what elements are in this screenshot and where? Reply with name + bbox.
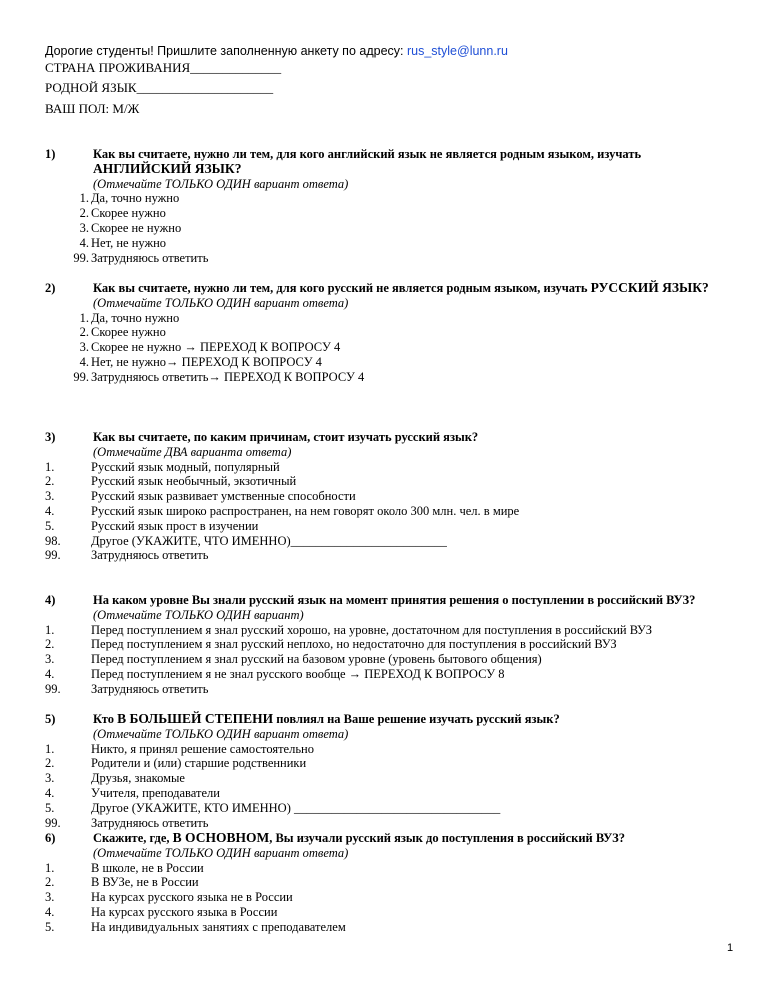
answer-option[interactable] <box>45 191 735 206</box>
option-label: Другое (УКАЖИТЕ, ЧТО ИМЕННО)_________________________ <box>91 533 447 548</box>
option-number: 4. <box>79 354 89 369</box>
option-label: Скорее нужно <box>91 206 166 221</box>
option-label: Скорее не нужно → ПЕРЕХОД К ВОПРОСУ 4 <box>91 340 341 355</box>
option-number: 4. <box>45 904 55 919</box>
question-text <box>93 147 735 177</box>
answer-option[interactable] <box>45 667 735 682</box>
page-number: 1 <box>727 942 734 954</box>
option-label: Нет, не нужно <box>91 235 167 250</box>
question-3 <box>45 430 735 563</box>
answer-option[interactable] <box>45 742 735 757</box>
option-label: Русский язык необычный, экзотичный <box>91 474 297 489</box>
option-number: 2. <box>79 206 89 221</box>
question-2 <box>45 281 735 385</box>
answer-option[interactable] <box>45 905 735 920</box>
option-number: 4. <box>45 666 55 681</box>
option-number: 99. <box>45 548 61 563</box>
question-text-part: Кто <box>93 712 118 726</box>
option-number: 1. <box>45 741 55 756</box>
option-label: На индивидуальных занятиях с преподавателем <box>91 919 346 934</box>
answer-option[interactable] <box>45 920 735 935</box>
option-number: 98. <box>45 533 61 548</box>
intro-text: Дорогие студенты! Пришлите заполненную анкету по адресу: <box>45 44 407 58</box>
option-number: 99. <box>73 369 89 384</box>
answer-option[interactable] <box>45 519 735 534</box>
question-text: Как вы считаете, по каким причинам, стоит изучать русский язык? <box>93 430 479 444</box>
option-label: Да, точно нужно <box>91 191 180 206</box>
option-label: Перед поступлением я знал русский неплохо, но недостаточно для поступления в российский ВУЗ <box>91 637 617 652</box>
option-label: Родители и (или) старшие родственники <box>91 756 307 771</box>
option-label: На курсах русского языка не в России <box>91 890 293 905</box>
option-number: 4. <box>79 235 89 250</box>
option-number: 1. <box>79 191 89 206</box>
answer-option[interactable] <box>45 861 735 876</box>
question-text-part: повлиял на Ваше решение изучать русский язык? <box>273 712 560 726</box>
question-instruction: (Отмечайте ТОЛЬКО ОДИН вариант ответа) <box>93 845 349 860</box>
option-number: 3. <box>45 652 55 667</box>
option-number: 99. <box>45 815 61 830</box>
answer-option[interactable] <box>45 801 735 816</box>
answer-option[interactable] <box>45 890 735 905</box>
option-list <box>45 311 735 385</box>
option-list <box>45 623 735 697</box>
question-4 <box>45 593 735 697</box>
question-instruction: (Отмечайте ТОЛЬКО ОДИН вариант) <box>93 607 304 622</box>
option-number: 2. <box>45 637 55 652</box>
option-label: В ВУЗе, не в России <box>91 875 199 890</box>
option-number: 3. <box>45 489 55 504</box>
option-list <box>45 861 735 935</box>
option-label: Перед поступлением я знал русский хорошо, на уровне, достаточном для поступления в российский ВУЗ <box>91 622 652 637</box>
option-label: Друзья, знакомые <box>91 771 185 786</box>
question-number: 5) <box>45 712 56 726</box>
option-label: На курсах русского языка в России <box>91 904 278 919</box>
option-label: Перед поступлением я не знал русского вообще → ПЕРЕХОД К ВОПРОСУ 8 <box>91 666 505 681</box>
answer-option[interactable] <box>45 325 735 340</box>
option-number: 3. <box>45 890 55 905</box>
question-text-part: Как вы считаете, нужно ли тем, для кого английский язык не является родным языком, изучать <box>93 147 642 161</box>
option-label: В школе, не в России <box>91 860 204 875</box>
answer-option[interactable] <box>45 489 735 504</box>
question-text-part: Скажите, где, <box>93 831 173 845</box>
answer-option[interactable] <box>45 623 735 638</box>
option-number: 2. <box>45 756 55 771</box>
question-text-emphasis: В ОСНОВНОМ <box>172 830 270 845</box>
question-text-emphasis: АНГЛИЙСКИЙ ЯЗЫК? <box>93 160 242 176</box>
option-list <box>45 191 735 265</box>
option-number: 99. <box>45 681 61 696</box>
option-number: 5. <box>45 518 55 533</box>
question-6 <box>45 831 735 935</box>
answer-option[interactable] <box>45 251 735 266</box>
question-1 <box>45 147 735 265</box>
question-text <box>93 712 735 727</box>
question-5 <box>45 712 735 830</box>
question-text <box>93 593 735 623</box>
option-label: Да, точно нужно <box>91 310 180 325</box>
option-label: Затрудняюсь ответить <box>91 681 209 696</box>
option-label: Затрудняюсь ответить <box>91 815 209 830</box>
question-text-emphasis: РУССКИЙ ЯЗЫК? <box>590 280 709 295</box>
option-label: Русский язык прост в изучении <box>91 518 259 533</box>
option-number: 1. <box>45 860 55 875</box>
answer-option[interactable] <box>45 206 735 221</box>
option-number: 3. <box>79 340 89 355</box>
answer-option[interactable] <box>45 756 735 771</box>
country-field: СТРАНА ПРОЖИВАНИЯ______________ <box>45 60 282 75</box>
question-text-part: , Вы изучали русский язык до поступления в российский ВУЗ? <box>269 831 626 845</box>
option-list <box>45 742 735 831</box>
question-instruction: (Отмечайте ДВА варианта ответа) <box>93 444 292 459</box>
contact-email[interactable]: rus_style@lunn.ru <box>406 44 508 58</box>
option-number: 2. <box>45 474 55 489</box>
answer-option[interactable] <box>45 771 735 786</box>
answer-option[interactable] <box>45 474 735 489</box>
answer-option[interactable] <box>45 355 735 370</box>
option-label: Затрудняюсь ответить <box>91 250 209 265</box>
answer-option[interactable] <box>45 221 735 236</box>
answer-option[interactable] <box>45 370 735 385</box>
question-text <box>93 831 735 846</box>
option-label: Затрудняюсь ответить→ ПЕРЕХОД К ВОПРОСУ 4 <box>91 369 365 384</box>
answer-option[interactable] <box>45 682 735 697</box>
answer-option[interactable] <box>45 460 735 475</box>
option-number: 3. <box>79 220 89 235</box>
answer-option[interactable] <box>45 637 735 652</box>
option-number: 1. <box>79 310 89 325</box>
question-number: 1) <box>45 147 56 161</box>
question-number: 4) <box>45 593 56 607</box>
option-list <box>45 460 735 564</box>
option-number: 4. <box>45 785 55 800</box>
option-number: 99. <box>73 250 89 265</box>
question-text-part: Как вы считаете, нужно ли тем, для кого русский не является родным языком, изучать <box>93 281 591 295</box>
answer-option[interactable] <box>45 236 735 251</box>
question-text-part: На каком уровне Вы знали русский язык на момент принятия решения о поступлении в российский ВУЗ? <box>93 593 696 607</box>
option-label: Другое (УКАЖИТЕ, КТО ИМЕННО) _________________________________ <box>91 800 501 815</box>
option-label: Русский язык развивает умственные способности <box>91 489 356 504</box>
option-number: 5. <box>45 919 55 934</box>
question-text-emphasis: В БОЛЬШЕЙ СТЕПЕНИ <box>117 711 274 726</box>
gender-field: ВАШ ПОЛ: М/Ж <box>45 101 140 116</box>
question-text <box>93 281 735 296</box>
option-number: 5. <box>45 800 55 815</box>
option-label: Учителя, преподаватели <box>91 785 220 800</box>
question-number: 2) <box>45 281 56 295</box>
answer-option[interactable] <box>45 548 735 563</box>
native-language-field: РОДНОЙ ЯЗЫК_____________________ <box>45 80 274 95</box>
answer-option[interactable] <box>45 786 735 801</box>
answer-option[interactable] <box>45 652 735 667</box>
option-label: Затрудняюсь ответить <box>91 548 209 563</box>
option-number: 2. <box>79 325 89 340</box>
option-label: Скорее нужно <box>91 325 166 340</box>
answer-option[interactable] <box>45 816 735 831</box>
option-label: Скорее не нужно <box>91 220 182 235</box>
answer-option[interactable] <box>45 875 735 890</box>
question-instruction: (Отмечайте ТОЛЬКО ОДИН вариант ответа) <box>93 295 349 310</box>
option-label: Нет, не нужно→ ПЕРЕХОД К ВОПРОСУ 4 <box>91 354 322 369</box>
question-instruction: (Отмечайте ТОЛЬКО ОДИН вариант ответа) <box>93 176 349 191</box>
option-label: Русский язык широко распространен, на нем говорят около 300 млн. чел. в мире <box>91 503 520 518</box>
option-number: 2. <box>45 875 55 890</box>
option-number: 1. <box>45 459 55 474</box>
intro-line <box>45 44 508 58</box>
option-number: 1. <box>45 622 55 637</box>
answer-option[interactable] <box>45 311 735 326</box>
option-label: Никто, я принял решение самостоятельно <box>91 741 314 756</box>
option-label: Перед поступлением я знал русский на базовом уровне (уровень бытового общения) <box>91 652 542 667</box>
answer-option[interactable] <box>45 534 735 549</box>
question-number: 3) <box>45 430 56 444</box>
option-number: 4. <box>45 503 55 518</box>
answer-option[interactable] <box>45 504 735 519</box>
answer-option[interactable] <box>45 340 735 355</box>
option-number: 3. <box>45 771 55 786</box>
option-label: Русский язык модный, популярный <box>91 459 280 474</box>
question-number: 6) <box>45 831 56 845</box>
question-instruction: (Отмечайте ТОЛЬКО ОДИН вариант ответа) <box>93 726 349 741</box>
